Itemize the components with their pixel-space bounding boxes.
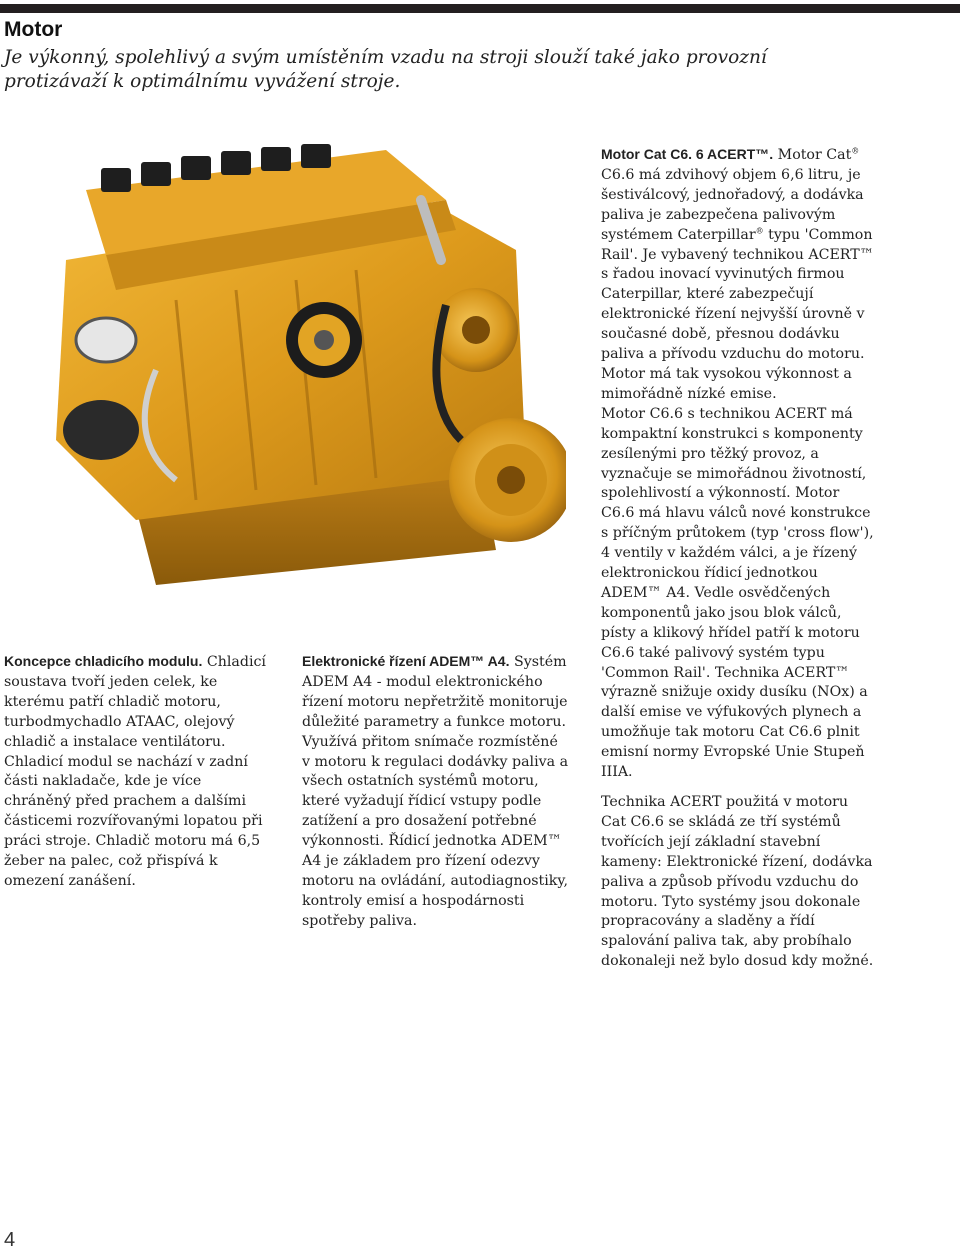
cooling-module-text: Chladicí soustava tvoří jeden celek, ke kterému patří chladič motoru, turbodmychadlo ATAAC, olejový chladič a instalace ventilátoru. Chladicí modul se nachází v zadní části nakladače, kde je více chráněný před prachem a dalšími částicemi rozvířovanými lopatou při práci stroje. bbox=[4, 654, 266, 850]
top-rule bbox=[0, 4, 960, 13]
page-title: Motor bbox=[4, 18, 63, 41]
engine-heading: Motor Cat C6. 6 ACERT™. bbox=[601, 146, 774, 162]
engine-photo bbox=[6, 140, 566, 610]
registered-mark-2: ® bbox=[755, 225, 764, 235]
engine-paragraph-3: Technika ACERT použitá v motoru Cat C6.6 se skládá ze tří systémů tvořících její základní stavební kameny: Elektronické řízení, dodávka paliva a způsob přívodu vzduchu do motoru. Tyto systémy jsou dokonale propracovány a sladěny a řídí spalování paliva tak, aby probíhalo dokonaleji než bylo dosud kdy možné. bbox=[601, 794, 874, 970]
engine-text-c: typu 'Common Rail'. Je vybavený technikou ACERT™ s řadou inovací vyvinutých firmou Caterpillar, které zabezpečují elektronické řízení nejvyšší úrovně v současné době, přesnou dodávku paliva a přívodu vzduchu do motoru. Motor má tak vysokou výkonnost a mimořádně nízké emise. bbox=[601, 226, 874, 402]
adem-column bbox=[302, 652, 570, 932]
engine-column bbox=[601, 145, 876, 972]
page-subtitle: Je výkonný, spolehlivý a svým umístěním vzadu na stroji slouží také jako provozní protizávaží k optimálnímu vyvážení stroje. bbox=[4, 47, 767, 92]
cooling-module-column bbox=[4, 652, 266, 892]
adem-heading: Elektronické řízení ADEM™ A4. bbox=[302, 653, 510, 669]
adem-text: Systém ADEM A4 - modul elektronického řízení motoru nepřetržitě monitoruje důležité parametry a funkce motoru. Využívá přitom snímače rozmístěné v motoru k regulaci dodávky paliva a všech ostatních systémů motoru, které vyžadují řídicí vstupy podle zatížení a pro dosažení potřebné výkonnosti. Řídicí jednotka ADEM™ A4 je základem pro řízení odezvy motoru na ovládání, autodiagnostiky, kontroly emisí a hospodárnosti spotřeby paliva. bbox=[302, 654, 569, 929]
engine-paragraph-2: Motor C6.6 s technikou ACERT má kompaktní konstrukci s komponenty zesílenými pro těžký provoz, a vyznačuje se mimořádnou životností, spolehlivostí a výkonností. Motor C6.6 má hlavu válců nové konstrukce s příčným průtokem (typ 'cross flow'), 4 ventily v každém válci, a je řízený elektronickou řídicí jednotkou ADEM™ A4. Vedle osvědčených komponentů jako jsou blok válců, písty a klikový hřídel patří k motoru C6.6 také palivový systém typu 'Common Rail'. Technika ACERT™ výrazně snižuje oxidy dusíku (NOx) a další emise ve výfukových plynech a umožňuje tak motoru Cat C6.6 plnit emisní normy Evropské Unie Stupeň IIIA. bbox=[601, 405, 874, 781]
cooling-module-text-2: Chladič motoru má 6,5 žeber na palec, což přispívá k omezení zanášení. bbox=[4, 833, 261, 889]
cooling-module-heading: Koncepce chladicího modulu. bbox=[4, 653, 203, 669]
engine-text-a: Motor Cat bbox=[773, 147, 852, 163]
page-number: 4 bbox=[4, 1229, 16, 1251]
engine-text-b: C6.6 má zdvihový objem 6,6 litru, je šestiválcový, jednořadový, a dodávka paliva je zabezpečena palivovým systémem Caterpillar bbox=[601, 166, 864, 243]
registered-mark: ® bbox=[851, 146, 860, 156]
